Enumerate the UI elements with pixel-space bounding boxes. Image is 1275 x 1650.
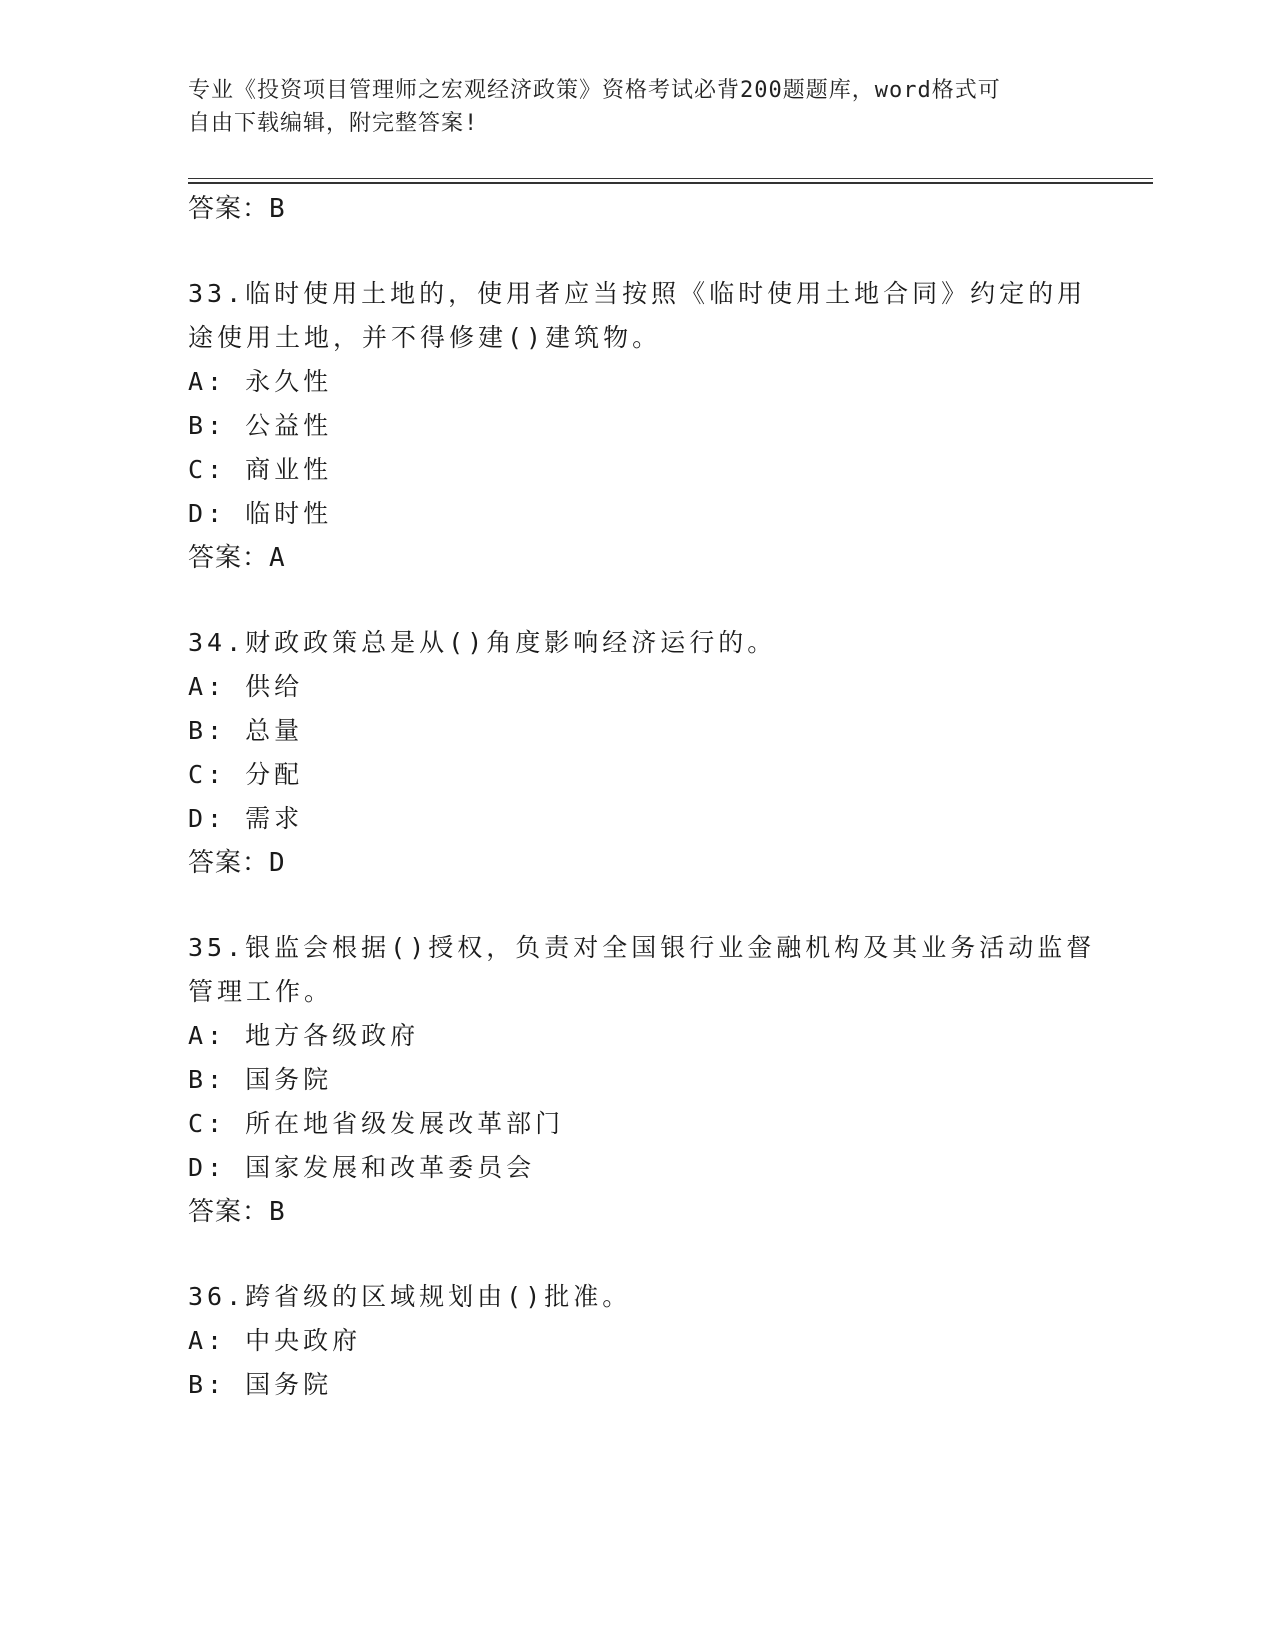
question-33-option-d: D: 临时性 [188, 499, 333, 528]
question-35-option-a: A: 地方各级政府 [188, 1021, 420, 1050]
question-36-option-b: B: 国务院 [188, 1370, 333, 1399]
answer-value: D [269, 848, 286, 878]
answer-label: 答案： [188, 848, 270, 878]
question-34-option-d: D: 需求 [188, 804, 304, 833]
question-35-line-1: 35.银监会根据()授权，负责对全国银行业金融机构及其业务活动监督 [188, 933, 1096, 962]
answer-label: 答案： [188, 194, 270, 224]
header-line-2: 自由下载编辑，附完整答案! [188, 111, 479, 136]
question-35-option-d: D: 国家发展和改革委员会 [188, 1153, 536, 1182]
document-header [188, 74, 1088, 140]
header-divider-thin [188, 178, 1153, 179]
question-33-option-a: A: 永久性 [188, 367, 333, 396]
header-divider-thick [188, 182, 1153, 184]
question-35-option-b: B: 国务院 [188, 1065, 333, 1094]
question-36-line-1: 36.跨省级的区域规划由()批准。 [188, 1282, 632, 1311]
question-34-line-1: 34.财政政策总是从()角度影响经济运行的。 [188, 628, 777, 657]
question-35-answer [188, 1191, 286, 1228]
answer-value: B [269, 1197, 286, 1227]
question-34-answer [188, 842, 286, 879]
answer-label: 答案： [188, 1197, 270, 1227]
header-line-1: 专业《投资项目管理师之宏观经济政策》资格考试必背200题题库，word格式可 [188, 78, 1001, 103]
answer-value: A [269, 543, 286, 573]
question-34-option-a: A: 供给 [188, 672, 304, 701]
answer-line-prev [188, 188, 286, 225]
question-33-line-2: 途使用土地，并不得修建()建筑物。 [188, 323, 662, 352]
question-34-option-b: B: 总量 [188, 716, 304, 745]
question-33-line-1: 33.临时使用土地的，使用者应当按照《临时使用土地合同》约定的用 [188, 279, 1087, 308]
question-34-option-c: C: 分配 [188, 760, 304, 789]
question-36-option-a: A: 中央政府 [188, 1326, 362, 1355]
question-35-line-2: 管理工作。 [188, 977, 334, 1006]
question-33-answer [188, 537, 286, 574]
answer-value: B [269, 194, 286, 224]
question-35-option-c: C: 所在地省级发展改革部门 [188, 1109, 565, 1138]
question-33-option-c: C: 商业性 [188, 455, 333, 484]
answer-label: 答案： [188, 543, 270, 573]
question-33-option-b: B: 公益性 [188, 411, 333, 440]
